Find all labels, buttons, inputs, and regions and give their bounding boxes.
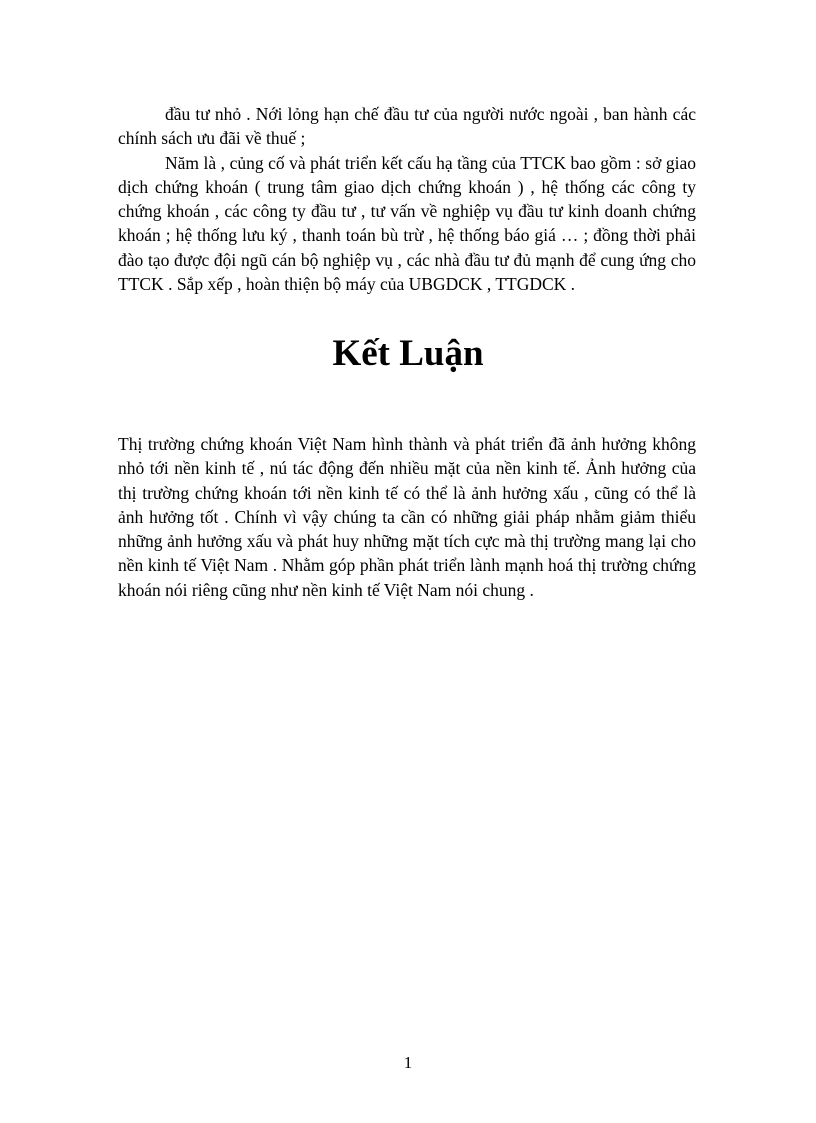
intro-paragraph-fifth-point: Năm là , củng cố và phát triển kết cấu hạ tầng của TTCK bao gồm : sở giao dịch chứng khoán ( trung tâm giao dịch chứng khoán ) , hệ thống các công ty chứng khoán , các công ty đầu tư , tư vấn về nghiệp vụ đầu tư kinh doanh chứng khoán ; hệ thống lưu ký , thanh toán bù trừ , hệ thống báo giá … ; đồng thời phải đào tạo được đội ngũ cán bộ nghiệp vụ , các nhà đầu tư đủ mạnh để cung ứng cho TTCK . Sắp xếp , hoàn thiện bộ máy của UBGDCK , TTGDCK . <box>118 152 696 295</box>
conclusion-paragraph: Thị trường chứng khoán Việt Nam hình thành và phát triển đã ảnh hưởng không nhỏ tới nền kinh tế , nú tác động đến nhiều mặt của nền kinh tế. Ảnh hưởng của thị trường chứng khoán tới nền kinh tế có thể là ảnh hưởng xấu , cũng có thể là ảnh hưởng tốt . Chính vì vậy chúng ta cần có những giải pháp nhằm giảm thiểu những ảnh hưởng xấu và phát huy những mặt tích cực mà thị trường mang lại cho nền kinh tế Việt Nam . Nhằm góp phần phát triển lành mạnh hoá thị trường chứng khoán nói riêng cũng như nền kinh tế Việt Nam nói chung . <box>118 434 696 600</box>
conclusion-section <box>118 432 696 602</box>
page-number: 1 <box>403 1053 413 1072</box>
conclusion-heading: Kết Luận <box>332 333 484 374</box>
intro-section <box>118 102 696 296</box>
intro-paragraph-continuation: đầu tư nhỏ . Nới lỏng hạn chế đầu tư của người nước ngoài , ban hành các chính sách ưu đãi về thuế ; <box>118 104 696 149</box>
